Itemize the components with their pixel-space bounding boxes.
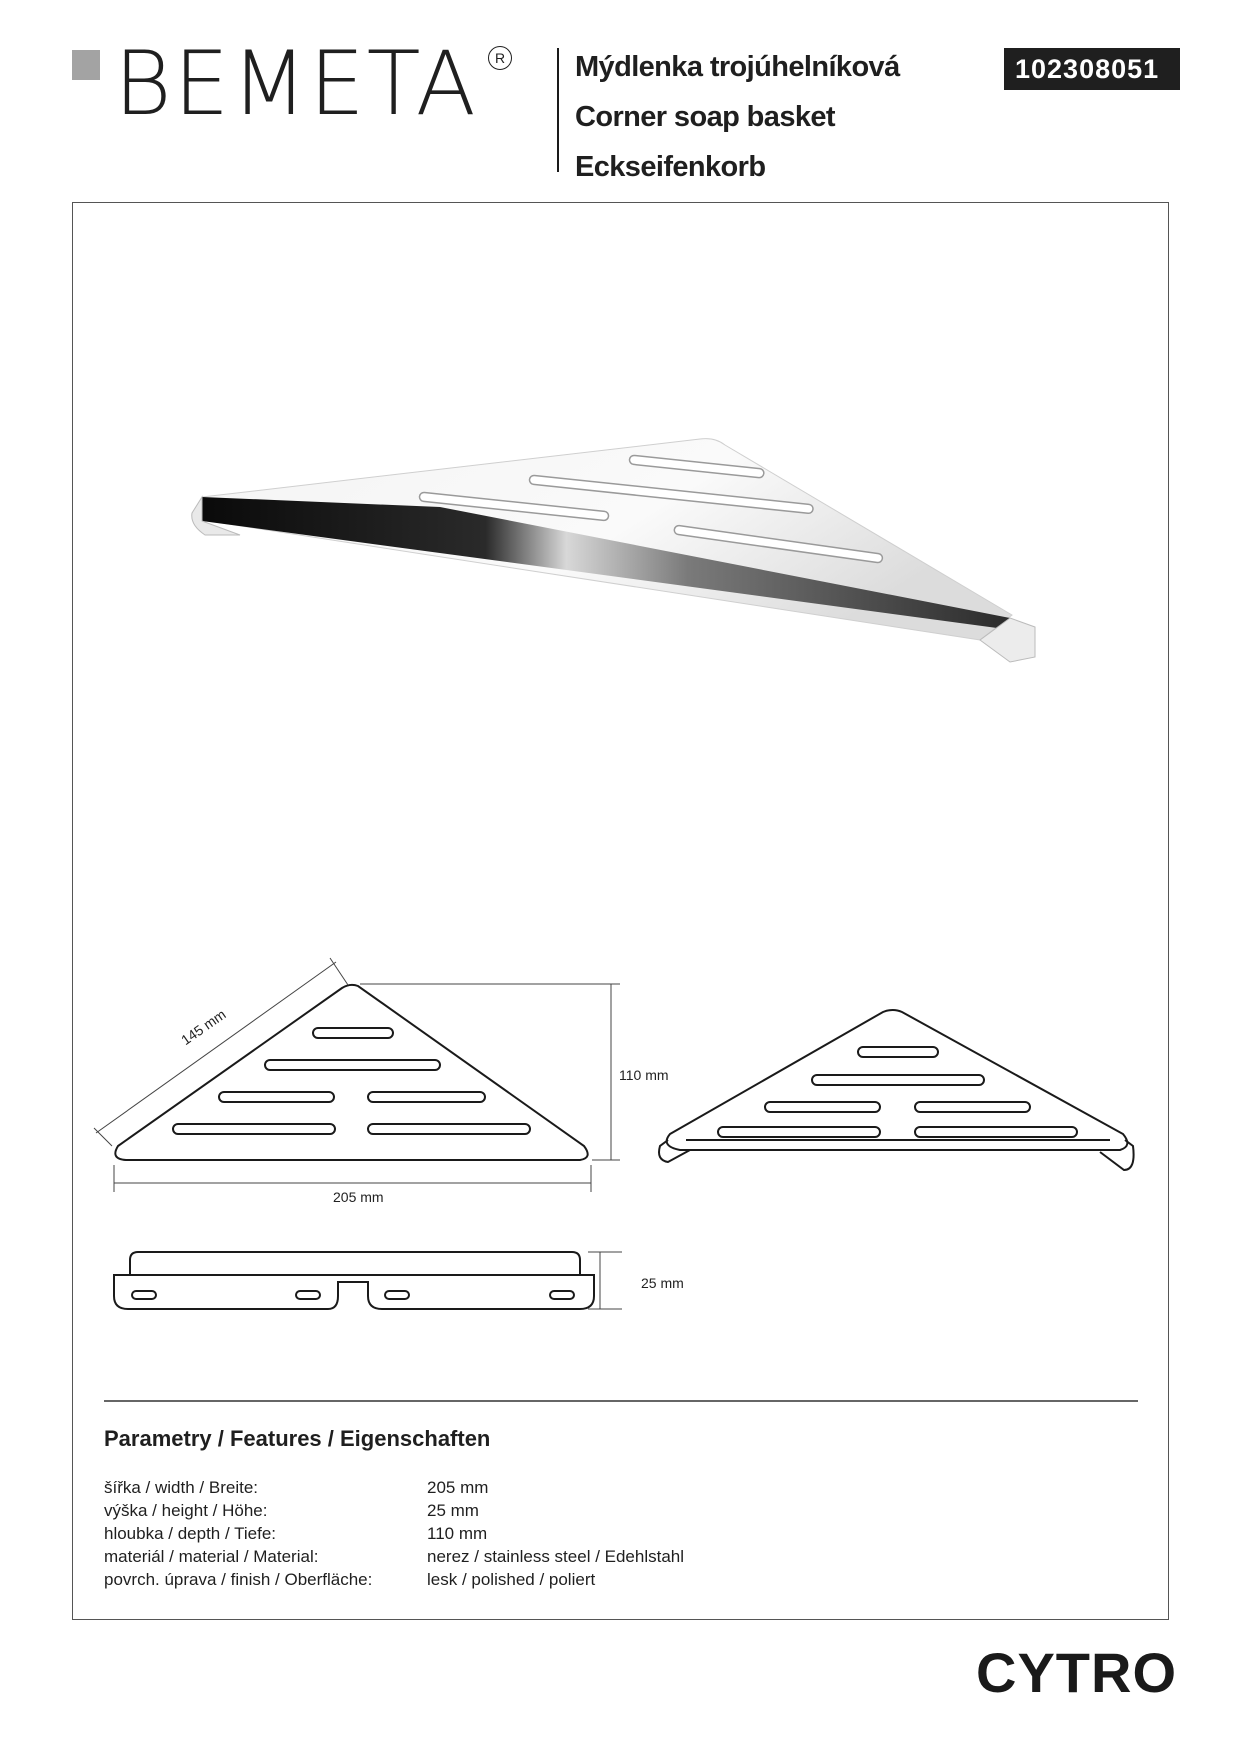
dim-depth-label: 110 mm [619, 1067, 669, 1083]
slot [265, 1060, 440, 1070]
registered-mark-icon: R [488, 46, 512, 70]
features-table [104, 1476, 684, 1591]
slot [368, 1124, 530, 1134]
front-view-drawing [114, 1252, 594, 1309]
feature-row [104, 1476, 684, 1499]
slot [173, 1124, 335, 1134]
feature-value: 205 mm [427, 1478, 489, 1497]
title-de: Eckseifenkorb [575, 151, 766, 183]
feature-label: výška / height / Höhe: [104, 1501, 268, 1520]
dim-side-label: 145 mm [178, 1005, 229, 1049]
feature-label: hloubka / depth / Tiefe: [104, 1524, 277, 1543]
feature-value: 25 mm [427, 1501, 479, 1520]
section-divider [104, 1400, 1138, 1402]
feature-value: lesk / polished / poliert [427, 1570, 596, 1589]
slot [368, 1092, 485, 1102]
feature-row [104, 1568, 684, 1591]
feature-label: šířka / width / Breite: [104, 1478, 258, 1497]
features-heading: Parametry / Features / Eigenschaften [104, 1426, 491, 1451]
feature-row [104, 1522, 684, 1545]
feature-row [104, 1499, 684, 1522]
slot [219, 1092, 334, 1102]
feature-value: nerez / stainless steel / Edehlstahl [427, 1547, 685, 1566]
series-name: CYTRO [976, 1641, 1177, 1704]
title-en: Corner soap basket [575, 101, 835, 133]
slot [313, 1028, 393, 1038]
dimension-lines [94, 958, 622, 1309]
logo-text: BEMETA [114, 32, 478, 135]
title-cz: Mýdlenka trojúhelníková [575, 51, 900, 83]
dim-width-label: 205 mm [333, 1189, 384, 1205]
feature-row [104, 1545, 684, 1568]
product-code-badge: 102308051 [1004, 48, 1180, 90]
dim-height-label: 25 mm [641, 1275, 684, 1291]
top-view-drawing [115, 985, 587, 1160]
feature-label: materiál / material / Material: [104, 1547, 319, 1566]
perspective-view-drawing [659, 1010, 1134, 1170]
feature-label: povrch. úprava / finish / Oberfläche: [104, 1570, 373, 1589]
feature-value: 110 mm [427, 1524, 488, 1543]
